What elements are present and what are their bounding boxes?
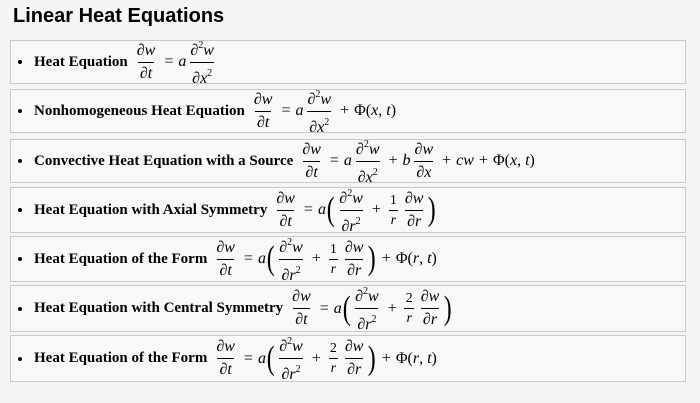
equation-formula: $\frac{\partial w}{\partial t}$ = a $\frac{\partial^2w}{\partial x^2}$ + b $\frac{\partial w}{\partial x}$ + cw + Φ( x , t ) (302, 138, 535, 186)
bullet-icon (18, 109, 22, 113)
equation-label: Heat Equation of the Form (34, 350, 208, 366)
equation-formula: $\frac{\partial w}{\partial t}$ = a ( $\frac{\partial^2w}{\partial r^2}$ + $\frac{2}{r}$ $\frac{\partial w}{\partial r}$ ) + Φ( r , t ) (216, 336, 437, 383)
equation-label: Convective Heat Equation with a Source (34, 152, 294, 169)
equation-label: Heat Equation of the Form (34, 250, 208, 267)
equation-formula: $\frac{\partial w}{\partial t}$ = a $\frac{\partial^2w}{\partial x^2}$ + Φ( x , t ) (253, 88, 397, 136)
equation-label: Heat Equation (34, 53, 128, 70)
equation-row-central (10, 285, 686, 332)
page-title: Linear Heat Equations (13, 5, 225, 27)
equation-label: Heat Equation with Central Symmetry (34, 300, 284, 316)
bullet-icon (18, 257, 22, 261)
equation-formula: $\frac{\partial w}{\partial t}$ = a ( $\frac{\partial^2w}{\partial r^2}$ + $\frac{1}{r}$ $\frac{\partial w}{\partial r}$ ) + Φ( r , t ) (216, 236, 437, 284)
equation-row-nonhomogeneous (10, 88, 686, 136)
bullet-icon (18, 357, 22, 361)
equation-label: Nonhomogeneous Heat Equation (34, 102, 245, 119)
bullet-icon (18, 60, 22, 64)
equation-row-convective (10, 138, 686, 186)
bullet-icon (18, 159, 22, 163)
bullet-icon (18, 307, 22, 311)
bullet-icon (18, 208, 22, 212)
equation-row-form-1 (10, 236, 686, 282)
equation-formula: $\frac{\partial w}{\partial t}$ = a ( $\frac{\partial^2w}{\partial r^2}$ + $\frac{2}{r}$ $\frac{\partial w}{\partial r}$ ) (292, 286, 452, 333)
equation-formula: $\frac{\partial w}{\partial t}$ = a $\frac{\partial^2w}{\partial x^2}$ (136, 39, 214, 87)
equation-row-axial (10, 187, 686, 233)
equation-row-form-2 (10, 335, 686, 382)
equation-formula: $\frac{\partial w}{\partial t}$ = a ( $\frac{\partial^2w}{\partial r^2}$ + $\frac{1}{r}$ $\frac{\partial w}{\partial r}$ ) (276, 187, 437, 235)
equation-label: Heat Equation with Axial Symmetry (34, 201, 268, 218)
equation-row-heat (10, 39, 686, 87)
